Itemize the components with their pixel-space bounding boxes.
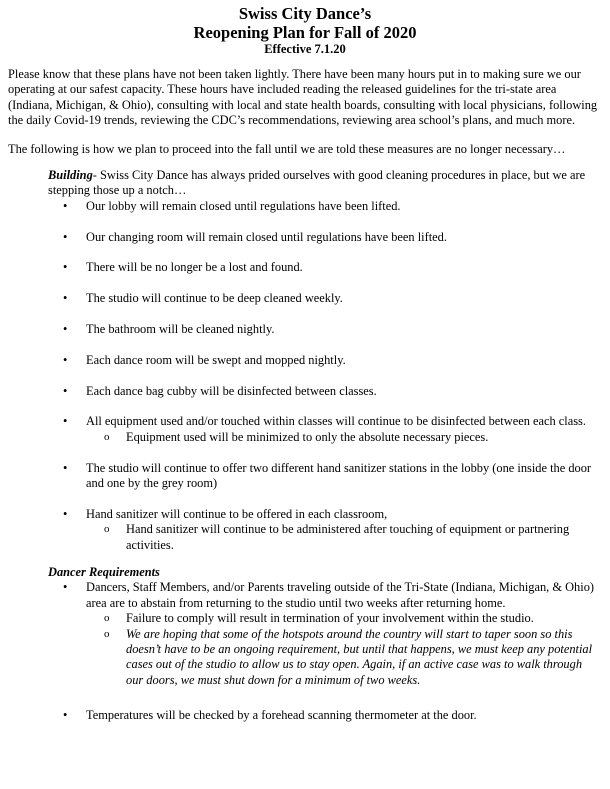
- list-item-text: Our lobby will remain closed until regulations have been lifted.: [86, 198, 401, 213]
- list-item-text: Temperatures will be checked by a forehead scanning thermometer at the door.: [86, 708, 477, 723]
- list-item: [48, 580, 602, 688]
- sub-bullet-icon: o: [104, 627, 110, 640]
- list-item-text: Our changing room will remain closed until regulations have been lifted.: [86, 229, 447, 244]
- list-item: [48, 291, 602, 306]
- building-list: [48, 199, 602, 553]
- sub-list-item-text: Hand sanitizer will continue to be administered after touching of equipment or partnering activities.: [126, 522, 570, 552]
- effective-date: Effective 7.1.20: [264, 42, 346, 56]
- document-title-line2: Reopening Plan for Fall of 2020: [193, 23, 417, 42]
- list-item-text: All equipment used and/or touched within classes will continue to be disinfected between each class.: [86, 414, 586, 429]
- building-label: Building: [48, 168, 93, 183]
- list-item: [48, 260, 602, 275]
- list-item: [48, 507, 602, 553]
- list-item: [48, 384, 602, 399]
- bullet-icon: •: [63, 708, 68, 723]
- bullet-icon: •: [63, 260, 68, 275]
- sub-list-item: [86, 430, 602, 445]
- list-item-text: The bathroom will be cleaned nightly.: [86, 322, 275, 337]
- bullet-icon: •: [63, 383, 68, 398]
- list-item: [48, 230, 602, 245]
- list-item-text: The studio will continue to offer two different hand sanitizer stations in the lobby (one inside the door and one by the grey room): [86, 460, 592, 491]
- list-item-text: Hand sanitizer will continue to be offered in each classroom,: [86, 506, 388, 521]
- sub-bullet-icon: o: [104, 523, 110, 536]
- list-item: [48, 414, 602, 445]
- intro-paragraph: Please know that these plans have not been taken lightly. There have been many hours put in to making sure we our operating at our safest capacity. These hours have included reading the released guidelines for the tri-state area (Indiana, Michigan, & Ohio), consulting with local and state health boards, consulting with local physicians, following the daily Covid-19 trends, reviewing the CDC’s recommendations, reviewing area school’s plans, and much more.: [8, 67, 598, 128]
- document-title-line1: Swiss City Dance’s: [238, 4, 372, 23]
- bullet-icon: •: [63, 322, 68, 337]
- dancer-section: [48, 565, 602, 724]
- sub-list: [86, 522, 602, 553]
- building-intro-text: - Swiss City Dance has always prided ourselves with good cleaning procedures in place, but we are stepping those up a notch…: [48, 168, 586, 198]
- list-item-text: There will be no longer be a lost and found.: [86, 260, 303, 275]
- sub-list-item-text: Equipment used will be minimized to only the absolute necessary pieces.: [126, 429, 489, 444]
- sub-bullet-icon: o: [104, 612, 110, 625]
- sub-list-item: [86, 611, 602, 626]
- list-item-text: The studio will continue to be deep cleaned weekly.: [86, 291, 343, 306]
- bullet-icon: •: [63, 580, 68, 595]
- bullet-icon: •: [63, 414, 68, 429]
- list-item: [48, 199, 602, 214]
- dancer-list: [48, 580, 602, 723]
- building-intro: [48, 168, 602, 199]
- dancer-heading: [48, 565, 602, 580]
- bullet-icon: •: [63, 291, 68, 306]
- dancer-label: Dancer Requirements: [48, 565, 160, 580]
- building-section: [48, 168, 602, 553]
- sub-list: [86, 430, 602, 445]
- bullet-icon: •: [63, 506, 68, 521]
- list-item-text: Each dance room will be swept and mopped nightly.: [86, 352, 346, 367]
- list-item-text: Each dance bag cubby will be disinfected between classes.: [86, 383, 377, 398]
- bullet-icon: •: [63, 229, 68, 244]
- list-item-text: Dancers, Staff Members, and/or Parents traveling outside of the Tri-State (Indiana, Michigan, & Ohio) area are to abstain from returning to the studio until two weeks after returning home.: [86, 580, 595, 610]
- bullet-icon: •: [63, 352, 68, 367]
- sub-bullet-icon: o: [104, 430, 110, 443]
- list-item: [48, 322, 602, 337]
- sub-list-item-text: Failure to comply will result in termination of your involvement within the studio.: [126, 611, 534, 626]
- bullet-icon: •: [63, 198, 68, 213]
- sub-list-item: [86, 522, 602, 553]
- list-item: [48, 708, 602, 723]
- sub-list-item-text: We are hoping that some of the hotspots around the country will start to taper soon so this doesn’t have to be an ongoing requirement, but until that happens, we must keep any potential cases out of the studio to allow us to stay open. Again, if an active case was to walk through our doors, we must shut down for a minimum of two weeks.: [126, 626, 593, 687]
- proceed-paragraph: The following is how we plan to proceed into the fall until we are told these measures are no longer necessary…: [8, 141, 566, 156]
- bullet-icon: •: [63, 460, 68, 475]
- list-item: [48, 461, 602, 492]
- sub-list: [86, 611, 602, 688]
- sub-list-item: [86, 627, 602, 689]
- list-item: [48, 353, 602, 368]
